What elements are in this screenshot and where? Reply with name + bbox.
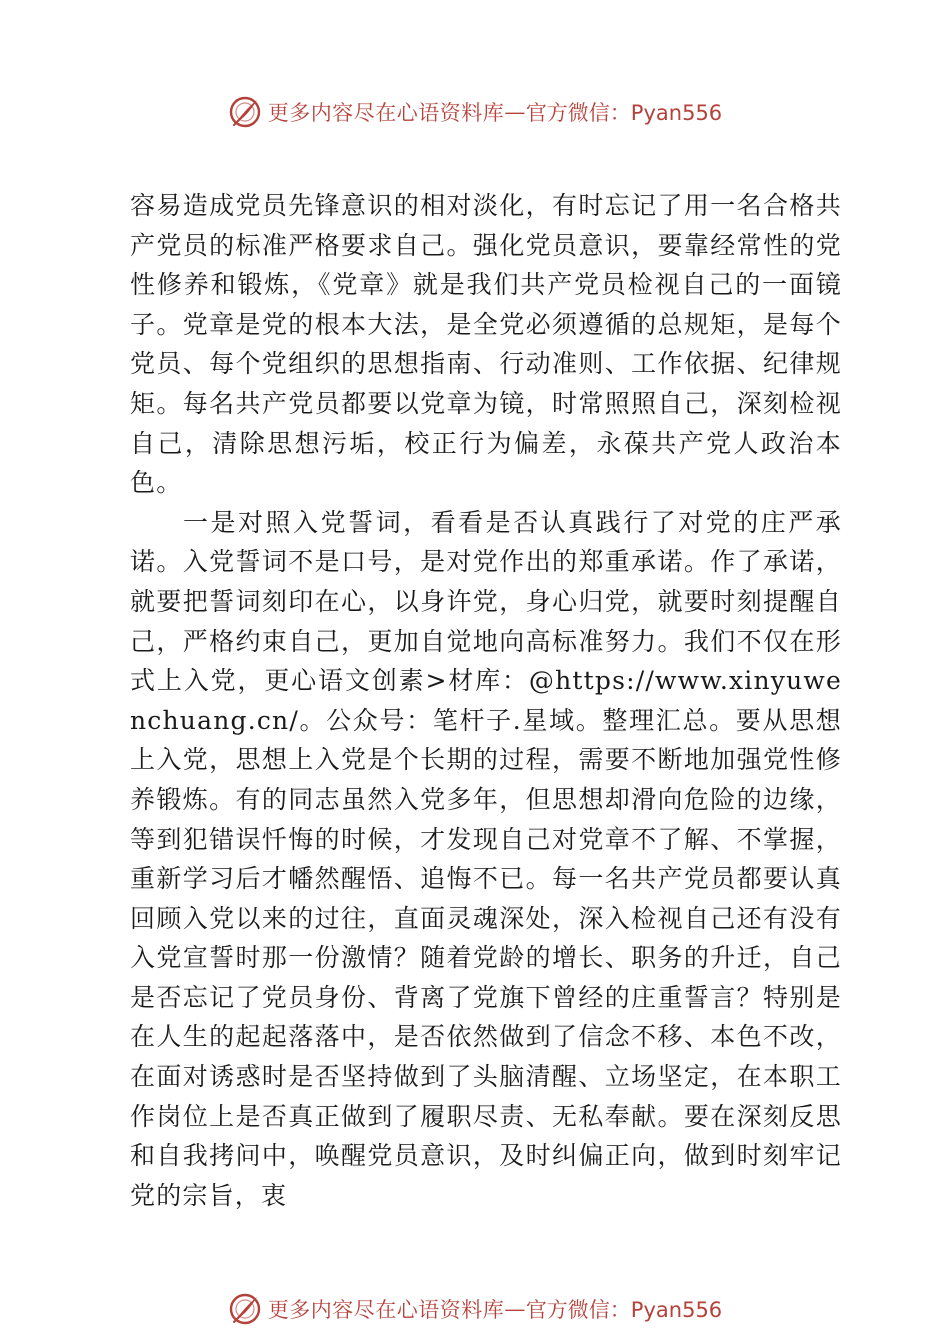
quill-circle-logo-icon (228, 1292, 262, 1326)
paragraph-2: 一是对照入党誓词，看看是否认真践行了对党的庄严承诺。入党誓词不是口号，是对党作出的郑重承诺。作了承诺，就要把誓词刻印在心，以身许党，身心归党，就要时刻提醒自己，严格约束自己，更加自觉地向高标准努力。我们不仅在形式上入党，更心语文创素>材库：@https://www.xinyuwenchuang.cn/。公众号：笔杆子.星域。整理汇总。要从思想上入党，思想上入党是个长期的过程，需要不断地加强党性修养锻炼。有的同志虽然入党多年，但思想却滑向危险的边缘，等到犯错误忏悔的时候，才发现自己对党章不了解、不掌握，重新学习后才幡然醒悟、追悔不已。每一名共产党员都要认真回顾入党以来的过往，直面灵魂深处，深入检视自己还有没有入党宣誓时那一份激情？随着党龄的增长、职务的升迁，自己是否忘记了党员身份、背离了党旗下曾经的庄重誓言？特别是在人生的起起落落中，是否依然做到了信念不移、本色不改，在面对诱惑时是否坚持做到了头脑清醒、立场坚定，在本职工作岗位上是否真正做到了履职尽责、无私奉献。要在深刻反思和自我拷问中，唤醒党员意识，及时纠偏正向，做到时刻牢记党的宗旨，衷 (130, 507, 842, 1210)
banner-separator: — (504, 1297, 526, 1321)
quill-circle-logo-icon (228, 95, 262, 129)
header-banner (0, 92, 950, 132)
document-body (130, 186, 842, 1215)
banner-contact-text: 官方微信：Pyan556 (525, 1298, 723, 1322)
banner-separator: — (504, 100, 526, 124)
footer-banner (0, 1289, 950, 1329)
banner-contact-text: 官方微信：Pyan556 (525, 101, 723, 125)
banner-brand-text: 更多内容尽在心语资料库 (267, 101, 505, 125)
paragraph-1: 容易造成党员先锋意识的相对淡化，有时忘记了用一名合格共产党员的标准严格要求自己。强化党员意识，要靠经常性的党性修养和锻炼，《党章》就是我们共产党员检视自己的一面镜子。党章是党的根本大法，是全党必须遵循的总规矩，是每个党员、每个党组织的思想指南、行动准则、工作依据、纪律规矩。每名共产党员都要以党章为镜，时常照照自己，深刻检视自己，清除思想污垢，校正行为偏差，永葆共产党人政治本色。 (130, 191, 842, 498)
banner-brand-text: 更多内容尽在心语资料库 (267, 1298, 505, 1322)
